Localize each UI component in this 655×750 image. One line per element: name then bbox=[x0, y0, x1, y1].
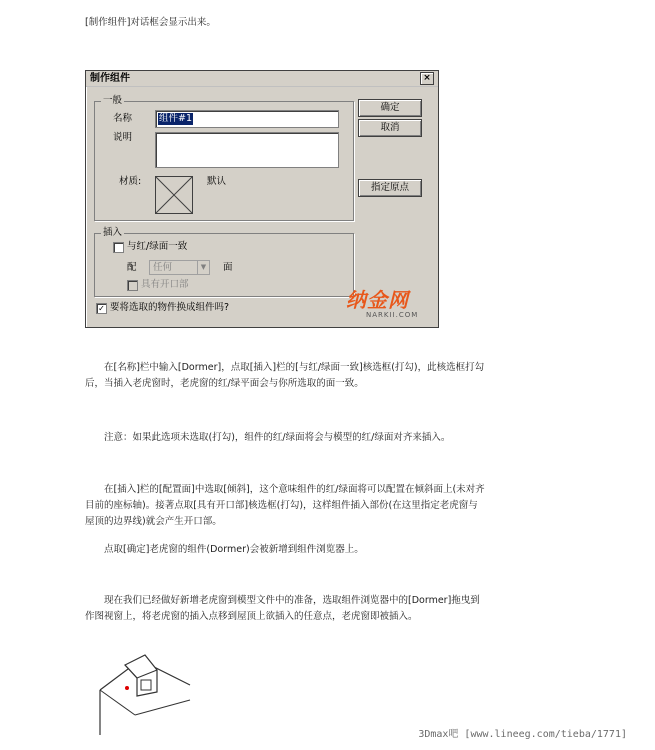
insert-group bbox=[94, 227, 354, 297]
description-input[interactable] bbox=[155, 132, 339, 168]
chevron-down-icon: ▼ bbox=[197, 261, 209, 274]
cut-opening-label: 具有开口部 bbox=[141, 279, 189, 290]
general-group-title: 一般 bbox=[103, 95, 123, 106]
material-value: 默认 bbox=[207, 176, 227, 187]
paragraph-2: 注意：如果此选项未选取(打勾)，组件的红/绿面将会与模型的红/绿面对齐来插入。 bbox=[104, 432, 451, 443]
general-group bbox=[94, 95, 354, 221]
narkii-logo bbox=[346, 289, 432, 323]
cut-opening-checkbox[interactable] bbox=[127, 280, 138, 291]
watermark: 3Dmax吧 [www.lineeg.com/tieba/1771] bbox=[418, 729, 627, 740]
paragraph-1: 在[名称]栏中输入[Dormer]，点取[插入]栏的[与红/绿面一致]核选框(打勾)，此核选框打勾后，当插入老虎窗时，老虎窗的红/绿平面会与你所选取的面一致。 bbox=[85, 362, 485, 389]
align-checkbox[interactable] bbox=[113, 242, 124, 253]
paragraph-3: 在[插入]栏的[配置面]中选取[倾斜]，这个意味组件的红/绿面将可以配置在倾斜面上(未对齐目前的座标轴)。接著点取[具有开口部]核选框(打勾)，这样组件插入部份(在这里指定老虎窗与屋顶的边界线)就会产生开口部。 bbox=[85, 484, 485, 527]
match-face-value: 任何 bbox=[153, 262, 173, 273]
material-swatch[interactable] bbox=[155, 176, 193, 214]
face-label: 面 bbox=[223, 262, 233, 273]
material-label: 材质: bbox=[119, 176, 142, 187]
empty-material-icon bbox=[156, 177, 192, 213]
dormer-figure bbox=[95, 640, 195, 740]
name-input[interactable] bbox=[155, 110, 339, 128]
align-label: 与红/绿面一致 bbox=[127, 241, 188, 252]
paragraph-5: 现在我们已经做好新增老虎窗到模型文件中的准备，选取组件浏览器中的[Dormer]拖曳到作图视窗上，将老虎窗的插入点移到屋顶上欲插入的任意点，老虎窗即被插入。 bbox=[85, 595, 480, 622]
logo-main-text: 纳金网 bbox=[346, 288, 409, 312]
dialog-title: 制作组件 bbox=[90, 73, 130, 84]
replace-selection-label: 要将选取的物件换成组件吗? bbox=[110, 302, 230, 313]
description-label: 说明 bbox=[113, 132, 133, 143]
replace-selection-checkbox[interactable]: ✓ bbox=[96, 303, 107, 314]
match-face-select[interactable] bbox=[149, 260, 210, 275]
insert-group-title: 插入 bbox=[103, 227, 123, 238]
dormer-sketch-icon bbox=[95, 640, 195, 740]
paragraph-4: 点取[确定]老虎窗的组件(Dormer)会被新增到组件浏览器上。 bbox=[104, 544, 364, 555]
set-origin-button[interactable]: 指定原点 bbox=[358, 179, 422, 197]
make-component-dialog bbox=[85, 70, 439, 328]
logo-sub-text: NARKII.COM bbox=[366, 311, 419, 319]
name-label: 名称 bbox=[113, 113, 133, 124]
ok-button[interactable]: 确定 bbox=[358, 99, 422, 117]
intro-text: [制作组件]对话框会显示出来。 bbox=[85, 17, 216, 28]
close-button[interactable]: × bbox=[420, 72, 434, 85]
cancel-button[interactable]: 取消 bbox=[358, 119, 422, 137]
name-input-value: 组件#1 bbox=[159, 113, 193, 124]
dialog-titlebar bbox=[86, 71, 438, 87]
match-label: 配 bbox=[127, 262, 137, 273]
